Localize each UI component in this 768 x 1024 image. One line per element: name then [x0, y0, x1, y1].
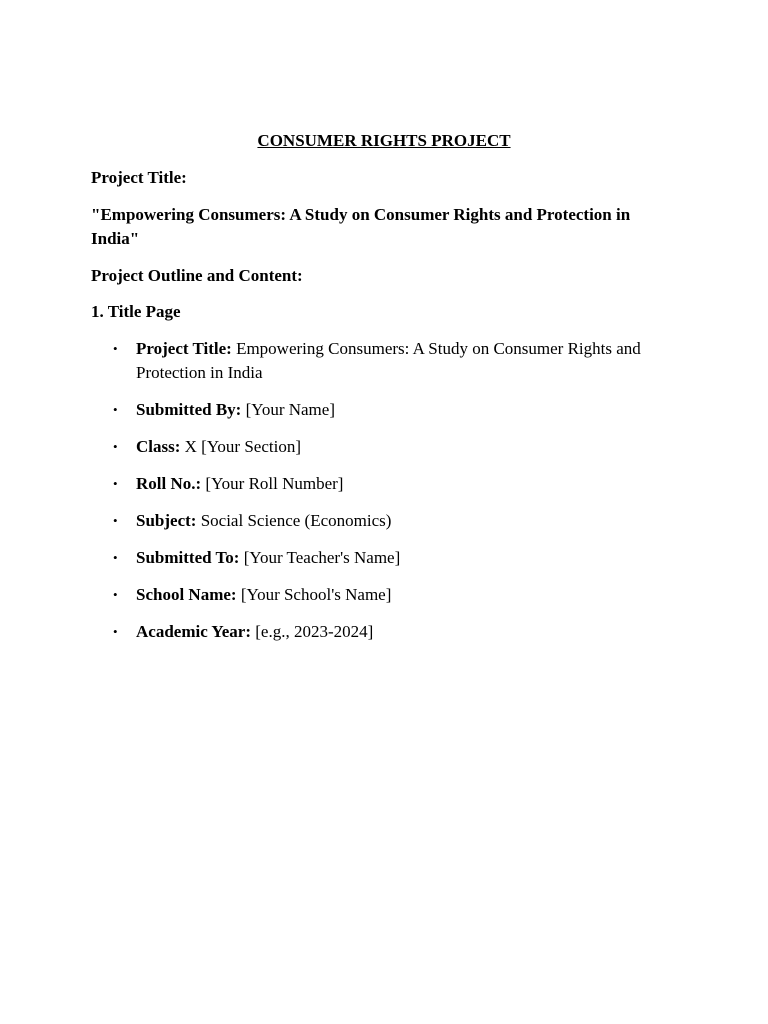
project-title-text: "Empowering Consumers: A Study on Consumer Rights and Protection in India"	[91, 205, 631, 248]
bullet-icon: •	[113, 402, 118, 417]
list-item-label: Project Title:	[136, 339, 232, 358]
project-title-heading: Project Title:	[91, 168, 187, 187]
list-item	[0, 620, 676, 644]
bullet-icon: •	[113, 341, 118, 356]
list-item-label: Roll No.:	[136, 474, 202, 493]
list-item-label: Submitted By:	[136, 400, 242, 419]
list-item	[0, 435, 676, 459]
title-page-list	[0, 337, 768, 657]
list-item-value: [Your School's Name]	[236, 585, 392, 604]
list-item-value: [Your Roll Number]	[201, 474, 344, 493]
list-item	[0, 583, 676, 607]
bullet-icon: •	[113, 476, 118, 491]
bullet-icon: •	[113, 587, 118, 602]
list-item-label: Submitted To:	[136, 548, 240, 567]
document-title: CONSUMER RIGHTS PROJECT	[257, 131, 511, 150]
list-item	[0, 472, 676, 496]
list-item-value: Empowering Consumers: A Study on Consumer Rights and Protection in India	[136, 339, 641, 382]
list-item	[0, 509, 676, 533]
bullet-icon: •	[113, 550, 118, 565]
bullet-icon: •	[113, 513, 118, 528]
list-item-value: X [Your Section]	[180, 437, 301, 456]
outline-heading: Project Outline and Content:	[91, 266, 303, 285]
list-item	[0, 337, 676, 385]
list-item	[0, 546, 676, 570]
bullet-icon: •	[113, 439, 118, 454]
list-item-label: Class:	[136, 437, 181, 456]
section-heading-title-page: 1. Title Page	[91, 302, 181, 321]
bullet-icon: •	[113, 624, 118, 639]
list-item-label: Academic Year:	[136, 622, 252, 641]
list-item-value: [Your Name]	[241, 400, 335, 419]
list-item-label: Subject:	[136, 511, 197, 530]
list-item-value: [Your Teacher's Name]	[239, 548, 401, 567]
list-item	[0, 398, 676, 422]
list-item-value: [e.g., 2023-2024]	[251, 622, 374, 641]
list-item-value: Social Science (Economics)	[196, 511, 392, 530]
list-item-label: School Name:	[136, 585, 237, 604]
